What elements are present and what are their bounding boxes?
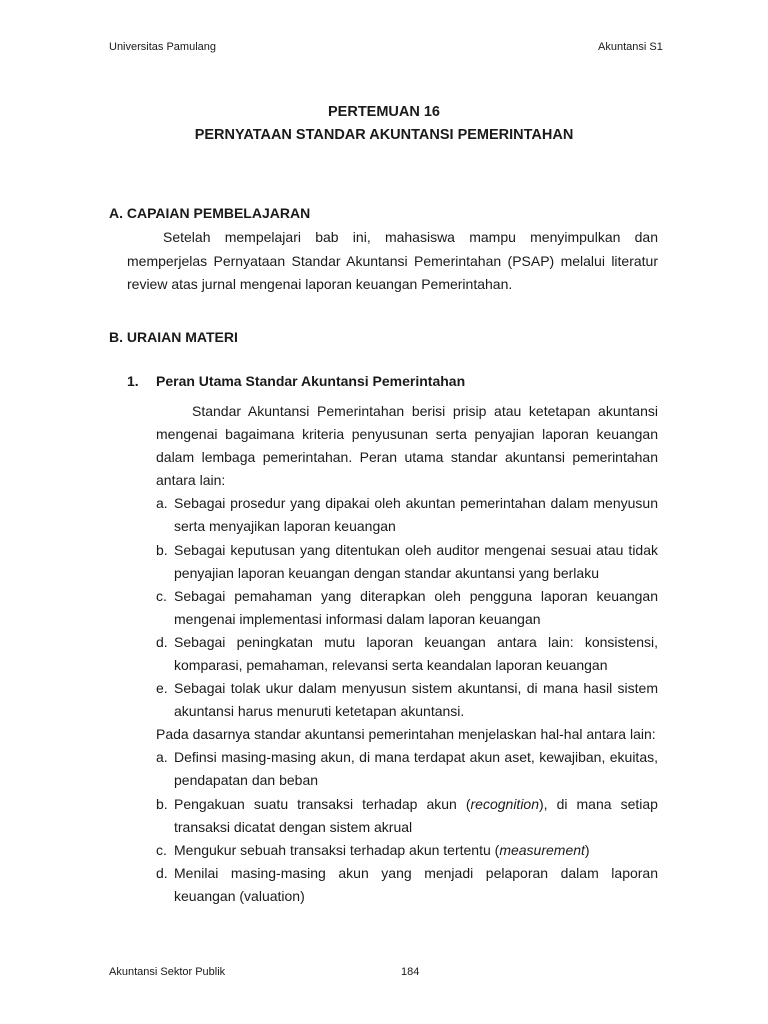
running-footer-left: Akuntansi Sektor Publik	[109, 966, 226, 978]
section-b-heading: B. URAIAN MATERI	[109, 329, 238, 345]
list-1-item-b-line-2: penyajian laporan keuangan dengan standar akuntansi yang berlaku	[174, 565, 599, 581]
list-2-item-a-line-2: pendapatan dan beban	[174, 772, 319, 788]
list-2-item-b-word-4: terhadap	[362, 796, 418, 812]
item-1-title: Peran Utama Standar Akuntansi Pemerintahan	[156, 373, 466, 389]
list-2-item-d-line-2: keuangan (valuation)	[174, 888, 305, 904]
list-2-item-c-line-1	[174, 840, 590, 860]
para-1-line-4: antara lain:	[156, 472, 226, 488]
list-1-item-e-line-1: Sebagai tolak ukur dalam menyusun sistem akuntansi, di mana hasil sistem	[174, 680, 658, 696]
item-1-number: 1.	[127, 373, 139, 389]
para-1-line-2: mengenai bagaimana kriteria penyusunan serta penyajian laporan keuangan	[156, 426, 658, 442]
list-1-marker-a: a.	[156, 495, 168, 511]
running-header-right: Akuntansi S1	[598, 41, 663, 53]
list-2-marker-a: a.	[156, 749, 168, 765]
section-a-line-3: review atas jurnal mengenai laporan keuangan Pemerintahan.	[127, 276, 513, 292]
list-2-item-c-post: )	[584, 842, 590, 858]
running-header-left: Universitas Pamulang	[109, 41, 216, 53]
list-2-item-b-word-6: (recognition),	[465, 796, 548, 812]
list-1-item-d-line-1: Sebagai peningkatan mutu laporan keuangan antara lain: konsistensi,	[174, 634, 658, 650]
list-2-item-b-word-1: Pengakuan	[174, 796, 245, 812]
list-2-item-b-word-2: suatu	[253, 796, 289, 812]
list-2-marker-d: d.	[156, 865, 168, 881]
list-1-marker-b: b.	[156, 542, 168, 558]
section-a-heading: A. CAPAIAN PEMBELAJARAN	[109, 205, 311, 221]
list-1-item-a-line-1: Sebagai prosedur yang dipakai oleh akuntan pemerintahan dalam menyusun	[174, 495, 658, 511]
list-2-item-b-word-9: setiap	[620, 796, 658, 812]
list-2-item-b-line-2: transaksi dicatat dengan sistem akrual	[174, 819, 413, 835]
section-a-line-2: memperjelas Pernyataan Standar Akuntansi Pemerintahan (PSAP) melalui literatur	[127, 253, 658, 269]
list-1-item-c-line-2: mengenai implementasi informasi dalam laporan keuangan	[174, 611, 541, 627]
list-2-item-a-line-1: Definsi masing-masing akun, di mana terdapat akun aset, kewajiban, ekuitas,	[174, 749, 658, 765]
list-2-item-d-line-1: Menilai masing-masing akun yang menjadi pelaporan dalam laporan	[174, 865, 658, 881]
list-1-marker-d: d.	[156, 634, 168, 650]
list-1-item-d-line-2: komparasi, pemahaman, relevansi serta keandalan laporan keuangan	[174, 657, 608, 673]
list-2-item-c-pre: Mengukur sebuah transaksi terhadap akun tertentu (	[174, 842, 500, 858]
section-a-line-1: Setelah mempelajari bab ini, mahasiswa mampu menyimpulkan dan	[163, 229, 658, 245]
list-1-item-c-line-1: Sebagai pemahaman yang diterapkan oleh pengguna laporan keuangan	[174, 588, 658, 604]
para-2: Pada dasarnya standar akuntansi pemerintahan menjelaskan hal-hal antara lain:	[156, 726, 656, 742]
list-1-marker-e: e.	[156, 680, 168, 696]
para-1-line-3: dalam lembaga pemerintahan. Peran utama standar akuntansi pemerintahan	[156, 449, 658, 465]
list-2-item-c-emphasis: measurement	[499, 842, 585, 858]
list-1-item-b-line-1: Sebagai keputusan yang ditentukan oleh auditor mengenai sesuai atau tidak	[174, 542, 658, 558]
list-1-marker-c: c.	[156, 588, 167, 604]
list-2-marker-c: c.	[156, 842, 167, 858]
list-2-marker-b: b.	[156, 796, 168, 812]
para-1-line-1: Standar Akuntansi Pemerintahan berisi prisip atau ketetapan akuntansi	[192, 403, 658, 419]
list-2-item-b-word-8: mana	[576, 796, 612, 812]
list-2-item-b-word-7: di	[556, 796, 568, 812]
chapter-number: PERTEMUAN 16	[328, 104, 440, 120]
list-1-item-a-line-2: serta menyajikan laporan keuangan	[174, 518, 396, 534]
list-2-item-b-line-1	[174, 794, 658, 814]
list-2-item-b-word-3: transaksi	[297, 796, 354, 812]
chapter-title: PERNYATAAN STANDAR AKUNTANSI PEMERINTAHAN	[194, 127, 574, 143]
page-number: 184	[401, 966, 420, 978]
list-1-item-e-line-2: akuntansi harus menuruti ketetapan akuntansi.	[174, 703, 465, 719]
list-2-item-b-word-5: akun	[426, 796, 457, 812]
